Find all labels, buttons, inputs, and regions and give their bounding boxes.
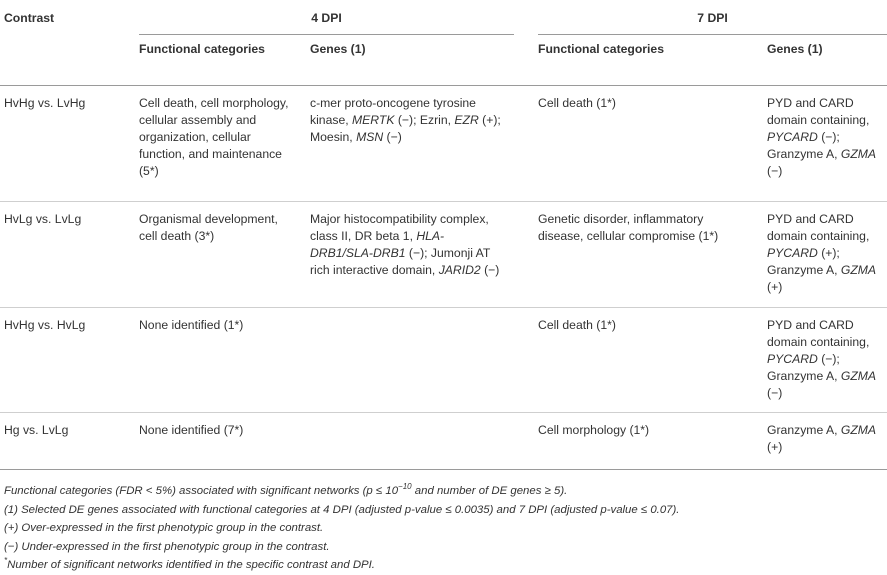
cell-fc7: Cell morphology (1*) (538, 423, 650, 437)
gene-symbol: GZMA (840, 263, 877, 277)
cell-fc4: None identified (7*) (139, 423, 244, 437)
table-row (0, 413, 887, 470)
table-row (0, 308, 887, 413)
table-footnotes (4, 482, 884, 575)
cell-fc7: Genetic disorder, inflammatory disease, cellular compromise (1*) (538, 212, 719, 243)
cell-genes7 (767, 86, 887, 202)
cell-genes4 (310, 413, 514, 470)
footnote-over-expressed: (+) Over-expressed in the first phenotypic group in the contrast. (4, 522, 324, 535)
cell-genes7 (767, 202, 887, 308)
cell-genes4 (310, 86, 514, 202)
gene-symbol: GZMA (840, 423, 877, 437)
gene-text: Major histocompatibility complex, class II, DR beta 1, (310, 212, 489, 243)
cell-genes4 (310, 202, 514, 308)
header-row-groups (0, 0, 887, 35)
gene-symbol: HLA-DRB1/SLA-DRB1 (310, 229, 445, 260)
header-7dpi: 7 DPI (538, 0, 887, 35)
cell-fc7: Cell death (1*) (538, 318, 616, 332)
gene-text: (+) (767, 280, 783, 294)
gene-text: (−) (767, 164, 783, 178)
table-body (0, 86, 887, 470)
footnote-functional-categories: Functional categories (FDR < 5%) associated with significant networks ($p \le 10^{-10}$ and number of DE genes ≥ 5). (4, 482, 568, 497)
cell-fc7: Cell death (1*) (538, 96, 616, 110)
header-genes-4dpi: Genes (1) (310, 42, 366, 56)
cell-contrast: HvHg vs. LvHg (4, 96, 86, 110)
header-functional-categories-7dpi: Functional categories (538, 42, 664, 56)
gene-text: (−); Jumonji AT rich interactive domain, (310, 246, 491, 277)
gene-text: (−); Granzyme A, (767, 352, 841, 383)
cell-contrast: Hg vs. LvLg (4, 423, 69, 437)
header-contrast: Contrast (4, 11, 55, 25)
footnote-genes: (1) Selected DE genes associated with functional categories at 4 DPI (adjusted p-value ≤ 0.0035) and 7 DPI (adjusted p-value ≤ 0.07). (4, 503, 680, 516)
header-gap-2 (514, 35, 538, 86)
cell-contrast: HvHg vs. HvLg (4, 318, 86, 332)
gene-text: PYD and CARD domain containing, (767, 96, 870, 127)
gene-text: (+); Granzyme A, (767, 246, 841, 277)
table-row (0, 86, 887, 202)
gene-text: (−); Granzyme A, (767, 130, 841, 161)
cell-contrast: HvLg vs. LvLg (4, 212, 82, 226)
cell-fc4: Organismal development, cell death (3*) (139, 212, 278, 243)
gene-symbol: GZMA (840, 147, 877, 161)
cell-genes7 (767, 308, 887, 413)
gene-symbol: JARID2 (438, 263, 481, 277)
gene-symbol: PYCARD (767, 130, 818, 144)
gene-symbol: EZR (454, 113, 479, 127)
gene-text: (+); Moesin, (310, 113, 501, 144)
header-gap (514, 0, 538, 35)
cell-genes7 (767, 413, 887, 470)
cell-fc4: Cell death, cell morphology, cellular assembly and organization, cellular function, and maintenance (5*) (139, 96, 289, 178)
table-row (0, 202, 887, 308)
gene-text: (+) (767, 440, 783, 454)
footnote-networks: *Number of significant networks identified in the specific contrast and DPI. (4, 556, 375, 572)
gene-text: (−); Ezrin, (394, 113, 455, 127)
gene-text: (−) (383, 130, 402, 144)
gene-symbol: GZMA (840, 369, 877, 383)
gene-symbol: MSN (356, 130, 384, 144)
gene-text: PYD and CARD domain containing, (767, 212, 870, 243)
gene-symbol: PYCARD (767, 246, 818, 260)
header-4dpi: 4 DPI (139, 0, 514, 35)
gene-text: (−) (767, 386, 783, 400)
footnote-under-expressed: (−) Under-expressed in the first phenotypic group in the contrast. (4, 540, 330, 553)
cell-genes4 (310, 308, 514, 413)
cell-fc4: None identified (1*) (139, 318, 244, 332)
gene-symbol: MERTK (352, 113, 395, 127)
gene-text: (−) (480, 263, 500, 277)
gene-text: PYD and CARD domain containing, (767, 318, 870, 349)
header-genes-7dpi: Genes (1) (767, 42, 823, 56)
header-row-columns (0, 35, 887, 86)
gene-symbol: PYCARD (767, 352, 818, 366)
gene-text: c-mer proto-oncogene tyrosine kinase, (310, 96, 476, 127)
gene-text: Granzyme A, (767, 423, 841, 437)
header-empty (0, 35, 139, 86)
header-functional-categories-4dpi: Functional categories (139, 42, 265, 56)
